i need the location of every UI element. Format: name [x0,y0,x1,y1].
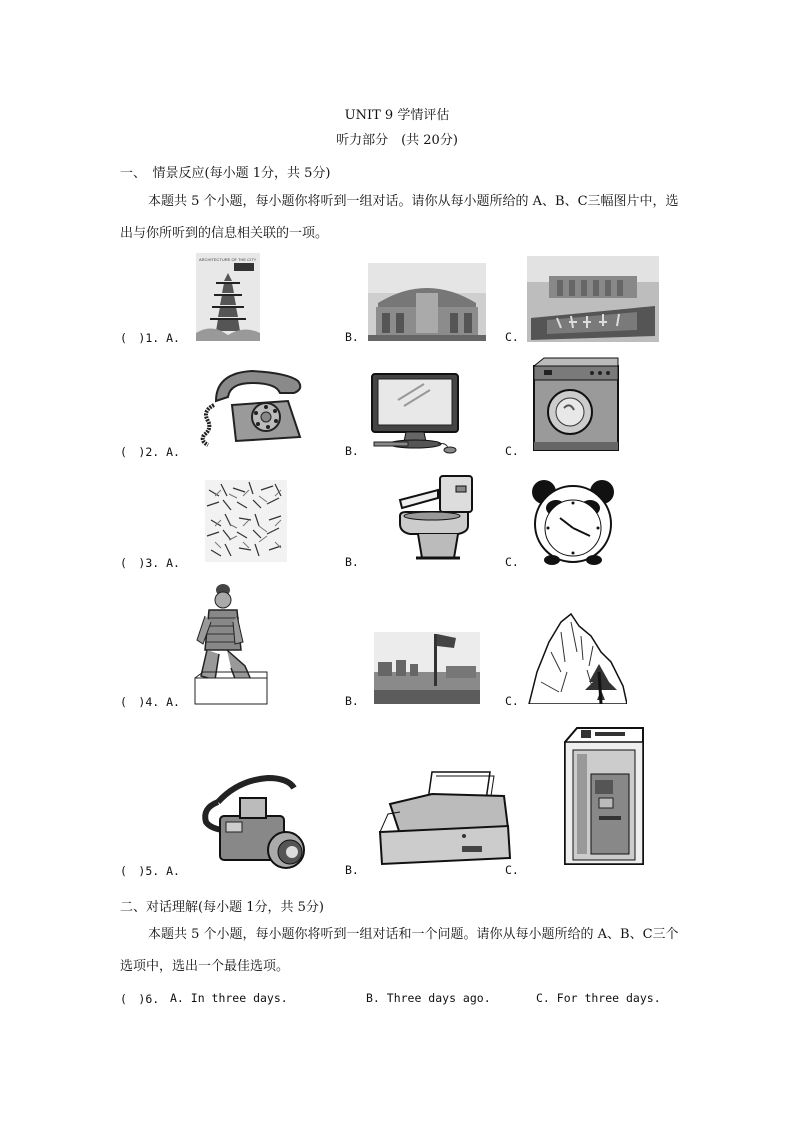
section1-instructions: 本题共 5 个小题，每小题你将听到一组对话。请你从每小题所给的 A、B、C三幅图片中，选出与你所听到的信息相关联的一项。 [120,194,679,241]
q5-option-c-image[interactable] [563,724,645,866]
q6-option-c[interactable]: C. For three days. [536,991,661,1005]
q1-option-a-image[interactable] [196,253,260,341]
q4-option-b-image[interactable] [374,632,480,704]
q6-option-a[interactable]: A. In three days. [170,991,288,1005]
page-title: UNIT 9 学情评估 [344,108,450,123]
q4-b-label: B. [345,694,359,708]
q2-b-label: B. [345,444,359,458]
q5-c-label: C. [505,863,519,877]
q1-c-label: C. [505,330,519,344]
q3-option-a-image[interactable] [205,480,287,562]
q5-option-a-image[interactable] [198,772,310,872]
section2-instructions: 本题共 5 个小题，每小题你将听到一组对话和一个问题。请你从每小题所给的 A、B、C三个选项中，选出一个最佳选项。 [120,927,679,974]
q3-option-c-image[interactable] [530,478,616,566]
q1-option-c-image[interactable] [527,256,659,342]
q4-c-label: C. [505,694,519,708]
q1-option-b-image[interactable] [368,263,486,341]
q5-b-label: B. [345,863,359,877]
section2-heading: 二、对话理解(每小题 1分，共 5分) [120,900,324,915]
q3-c-label: C. [505,555,519,569]
section1-heading: 一、 情景反应(每小题 1分，共 5分) [120,166,331,181]
q5-label: ( )5. A. [120,864,180,878]
q4-label: ( )4. A. [120,695,180,709]
q2-label: ( )2. A. [120,445,180,459]
q3-option-b-image[interactable] [396,472,476,564]
q4-option-c-image[interactable] [527,612,627,704]
q1-label: ( )1. A. [120,331,180,345]
q6-label: ( )6. [120,992,160,1006]
q1-b-label: B. [345,330,359,344]
q5-option-b-image[interactable] [376,770,512,866]
page-subtitle: 听力部分 (共 20分) [336,133,458,148]
q3-b-label: B. [345,555,359,569]
q2-option-a-image[interactable] [196,365,308,451]
q2-c-label: C. [505,444,519,458]
q3-label: ( )3. A. [120,556,180,570]
q2-option-b-image[interactable] [368,370,462,454]
q6-option-b[interactable]: B. Three days ago. [366,991,491,1005]
q4-option-a-image[interactable] [193,580,269,706]
q2-option-c-image[interactable] [530,356,622,452]
q1-a-caption: ARCHITECTURE OF THE CITY [199,257,257,262]
